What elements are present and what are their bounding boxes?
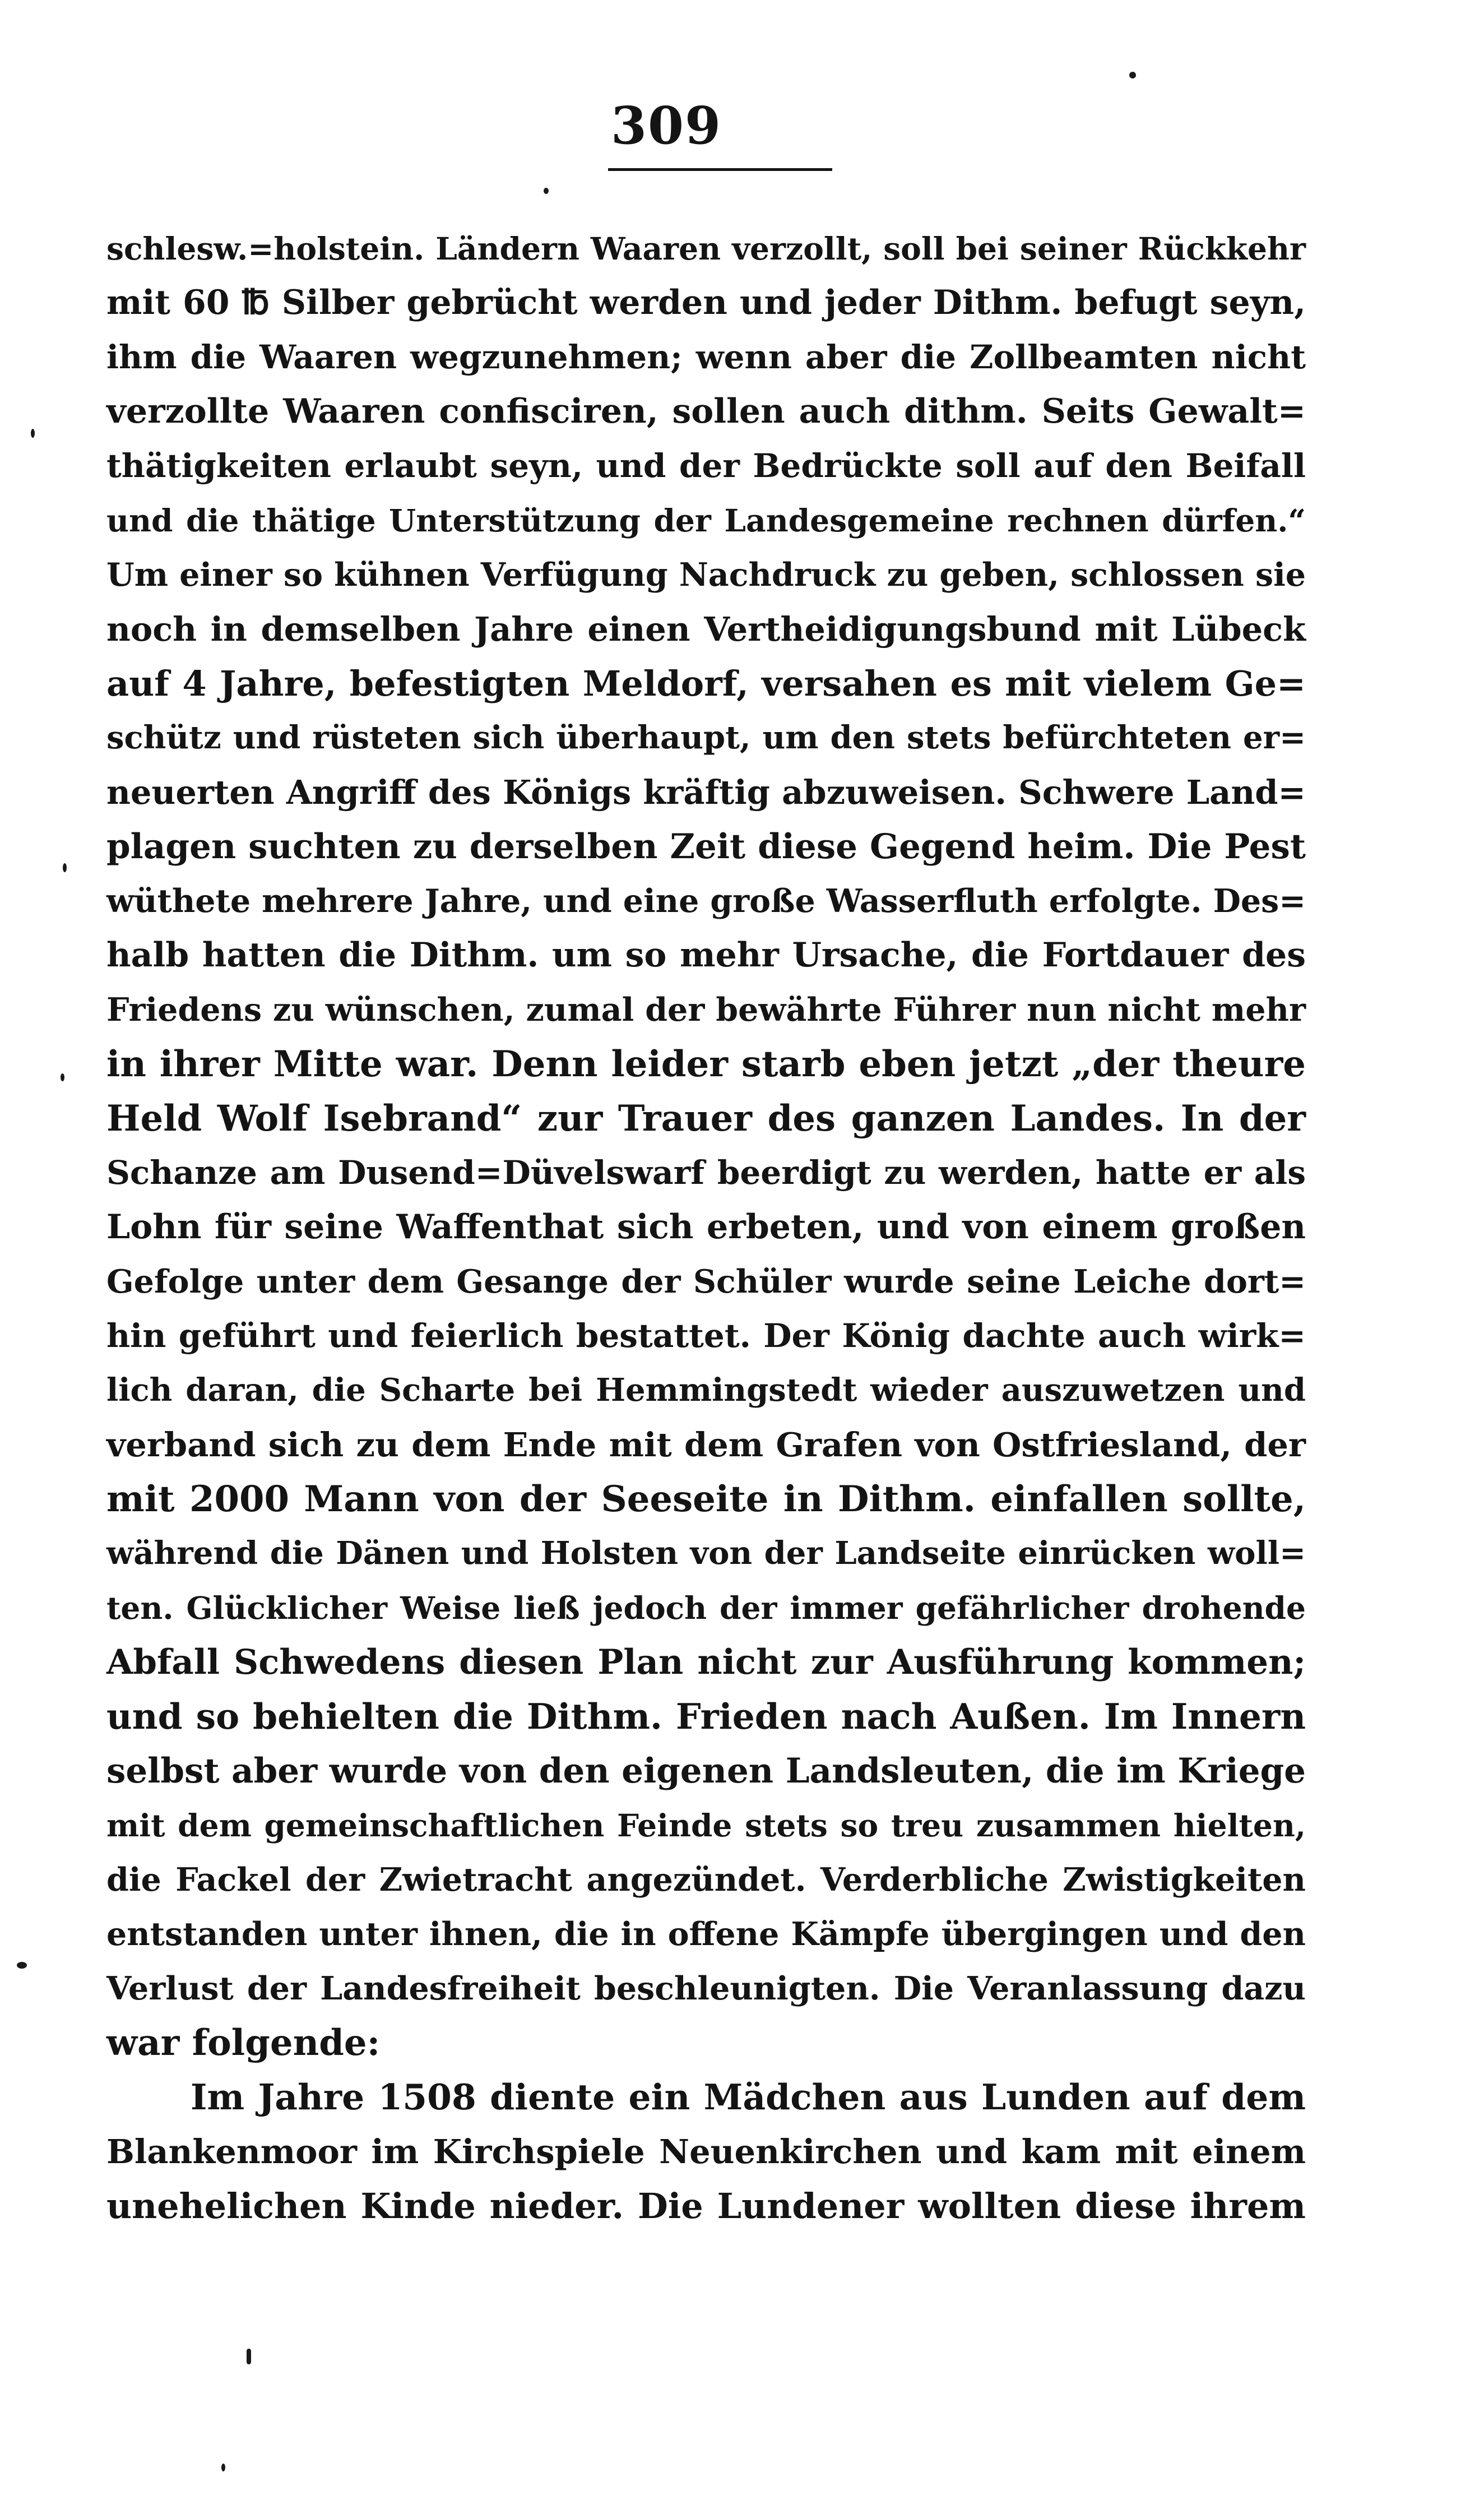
text-line: mit 2000 Mann von der Seeseite in Dithm. einfallen sollte, <box>106 1478 1306 1520</box>
body-text <box>106 221 1306 2233</box>
page-number: 309 <box>611 95 722 156</box>
text-line: verzollte Waaren confisciren, sollen auch dithm. Seits Gewalt= <box>106 392 1306 431</box>
text-line: und so behielten die Dithm. Frieden nach Außen. Im Innern <box>106 1696 1306 1737</box>
text-line: wüthete mehrere Jahre, und eine große Wasserfluth erfolgte. Des= <box>106 882 1306 920</box>
text-line: schütz und rüsteten sich überhaupt, um den stets befürchteten er= <box>106 719 1306 756</box>
text-line: verband sich zu dem Ende mit dem Grafen von Ostfriesland, der <box>106 1425 1306 1464</box>
text-line: plagen suchten zu derselben Zeit diese Gegend heim. Die Pest <box>106 827 1306 867</box>
text-line: Abfall Schwedens diesen Plan nicht zur Ausführung kommen; <box>106 1642 1306 1682</box>
scan-speck <box>63 863 67 872</box>
text-line: während die Dänen und Holsten von der Landseite einrücken woll= <box>106 1535 1306 1572</box>
text-line: mit 60 ℔ Silber gebrücht werden und jeder Dithm. befugt seyn, <box>106 283 1306 322</box>
text-line: Verlust der Landesfreiheit beschleunigten. Die Veranlassung dazu <box>106 1970 1306 2007</box>
text-line: noch in demselben Jahre einen Vertheidigungsbund mit Lübeck <box>106 610 1306 649</box>
text-line: neuerten Angriff des Königs kräftig abzuweisen. Schwere Land= <box>106 773 1306 812</box>
scan-speck <box>17 1962 27 1969</box>
text-line: schlesw.=holstein. Ländern Waaren verzollt, soll bei seiner Rückkehr <box>106 230 1306 267</box>
text-line: unehelichen Kinde nieder. Die Lundener wollten diese ihrem <box>106 2186 1306 2226</box>
text-line: lich daran, die Scharte bei Hemmingstedt wieder auszuwetzen und <box>106 1372 1306 1409</box>
text-line: Held Wolf Isebrand“ zur Trauer des ganzen Landes. In der <box>106 1098 1306 1140</box>
text-line: Lohn für seine Waffenthat sich erbeten, und von einem großen <box>106 1207 1306 1247</box>
text-line: Blankenmoor im Kirchspiele Neuenkirchen und kam mit einem <box>106 2132 1306 2171</box>
text-line: Gefolge unter dem Gesange der Schüler wurde seine Leiche dort= <box>106 1263 1306 1300</box>
text-line: Friedens zu wünschen, zumal der bewährte Führer nun nicht mehr <box>106 991 1306 1029</box>
text-line: war folgende: <box>106 2022 381 2064</box>
text-line: hin geführt und feierlich bestattet. Der König dachte auch wirk= <box>106 1317 1306 1355</box>
text-line: selbst aber wurde von den eigenen Landsleuten, die im Kriege <box>106 1751 1306 1791</box>
scan-speck <box>247 2349 251 2364</box>
text-line: mit dem gemeinschaftlichen Feinde stets so treu zusammen hielten, <box>106 1807 1306 1844</box>
text-line: Im Jahre 1508 diente ein Mädchen aus Lunden auf dem <box>191 2076 1306 2118</box>
text-line: in ihrer Mitte war. Denn leider starb eben jetzt „der theure <box>106 1043 1306 1085</box>
text-line: ihm die Waaren wegzunehmen; wenn aber die Zollbeamten nicht <box>106 338 1306 376</box>
header-rule <box>608 168 832 171</box>
scan-speck <box>61 1073 64 1081</box>
text-line: thätigkeiten erlaubt seyn, und der Bedrückte soll auf den Beifall <box>106 447 1306 485</box>
scan-speck <box>544 188 549 194</box>
text-line: ten. Glücklicher Weise ließ jedoch der immer gefährlicher drohende <box>106 1590 1306 1626</box>
scan-speck <box>31 429 35 438</box>
text-line: Schanze am Dusend=Düvelswarf beerdigt zu werden, hatte er als <box>106 1154 1306 1192</box>
text-line: entstanden unter ihnen, die in offene Kämpfe übergingen und den <box>106 1915 1306 1953</box>
text-line: Um einer so kühnen Verfügung Nachdruck zu geben, schlossen sie <box>106 556 1306 594</box>
text-line: halb hatten die Dithm. um so mehr Ursache, die Fortdauer des <box>106 936 1306 975</box>
text-line: die Fackel der Zwietracht angezündet. Verderbliche Zwistigkeiten <box>106 1861 1306 1899</box>
scan-speck <box>1129 72 1136 78</box>
scan-speck <box>221 2464 225 2471</box>
text-line: auf 4 Jahre, befestigten Meldorf, versahen es mit vielem Ge= <box>106 663 1306 704</box>
text-line: und die thätige Unterstützung der Landesgemeine rechnen dürfen.“ <box>106 502 1306 539</box>
